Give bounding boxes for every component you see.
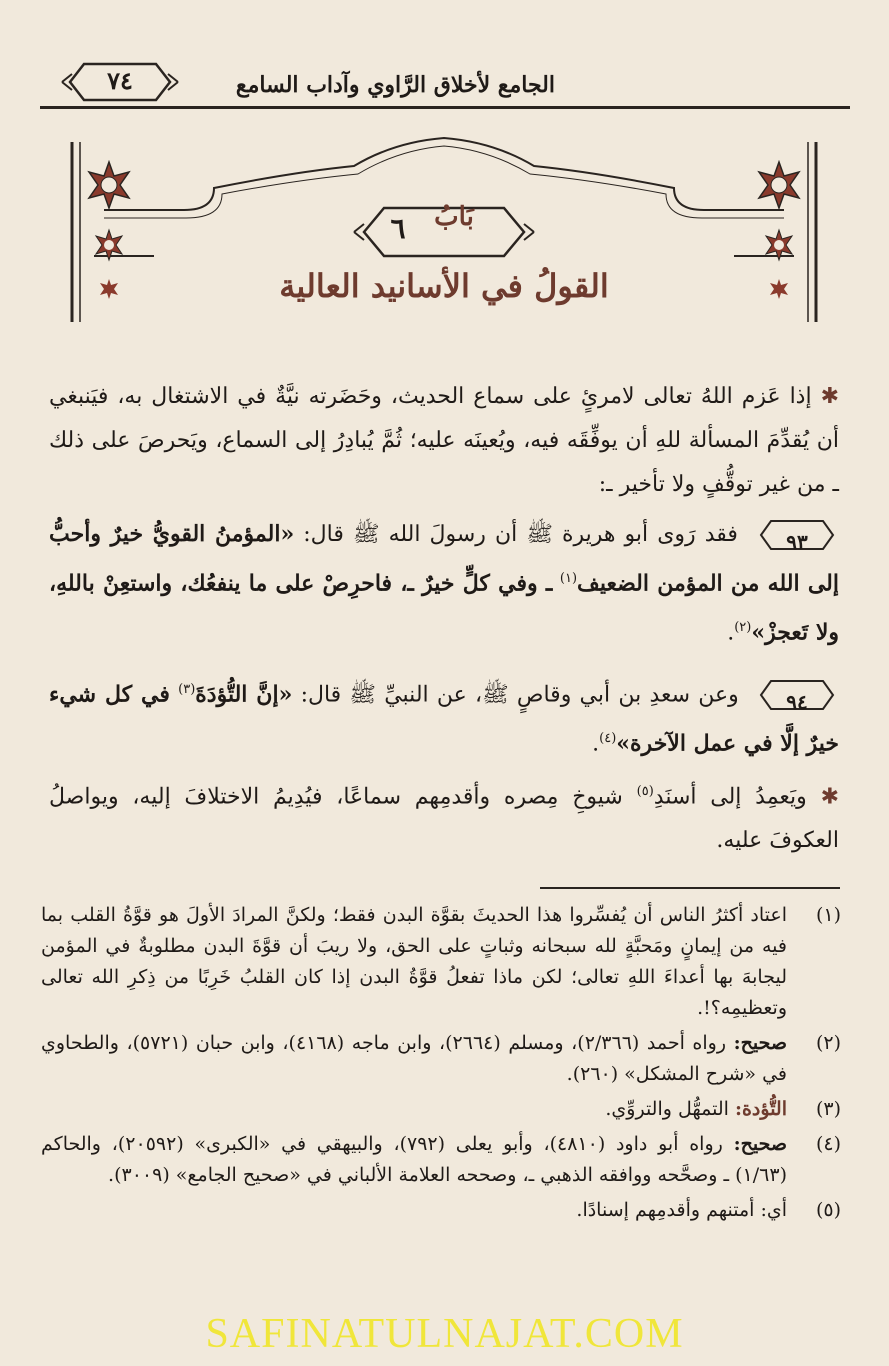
bullet-star-icon: ✱ xyxy=(820,784,839,810)
footnote-text: رواه أبو داود (٤٨١٠)، وأبو يعلى (٧٩٢)، والبيهقي في «الكبرى» (٢٠٥٩٢)، والحاكم (١/٦٣) ـ وصحَّحه ووافقه الذهبي ـ، وصححه العلامة الألباني في «صحيح الجامع» (٣٠٠٩). xyxy=(41,1133,787,1186)
footnote-ref: (٤) xyxy=(599,731,617,747)
footnote-text: التمهُّل والتروِّي. xyxy=(605,1098,729,1120)
footnote-number: (١) xyxy=(815,904,841,926)
footnote-text: أي: أمتنهم وأقدمِهم إسنادًا. xyxy=(576,1199,787,1221)
star-ornament-icon xyxy=(762,228,796,262)
closing-text: ويَعمِدُ إلى أسنَدِ xyxy=(653,784,807,810)
footnote-ref: (٥) xyxy=(636,784,654,799)
footnote-text: اعتاد أكثرُ الناس أن يُفسِّروا هذا الحديثَ بقوَّة البدن فقط؛ ولكنَّ المرادَ الأولَ هو قوَّةُ القلب بما فيه من إيمانٍ ومَحبَّةٍ لله سبحانه وثباتٍ على الحق، ولا ريبَ أن قوَّةَ البدن مطلوبةٌ في المؤمن ليجابهَ بها أعداءَ اللهِ تعالى؛ لكن ماذا تفعلُ قوَّةُ البدن إذا كان القلبُ خَرِبًا من ذِكرِ الله تعالى وتعظيمِه؟!. xyxy=(41,904,787,1019)
chapter-title: القولُ في الأسانيد العالية xyxy=(279,267,609,305)
hadith-text: «المؤمنُ القويُّ خيرٌ وأحبُّ إلى الله من المؤمن الضعيف xyxy=(49,521,839,597)
footnote-term: صحيح: xyxy=(733,1133,787,1155)
closing-paragraph xyxy=(49,770,839,863)
hadith-number: ٩٣ xyxy=(786,530,808,554)
running-title: الجامع لأخلاق الرَّاوي وآداب السامع xyxy=(235,72,555,98)
footnote-number: (٥) xyxy=(815,1199,841,1221)
star-ornament-icon xyxy=(768,278,790,300)
footnote-text: رواه أحمد (٢/٣٦٦)، ومسلم (٢٦٦٤)، وابن ماجه (٤١٦٨)، وابن حبان (٥٧٢١)، والطحاوي في «شرح المشكل» (٢٦٠). xyxy=(41,1032,787,1085)
bullet-star-icon: ✱ xyxy=(820,384,839,409)
chapter-label: بَابُ xyxy=(434,202,474,232)
closing-text-continued: شيوخِ مِصره وأقدمِهم سماعًا، فيُدِيمُ الاختلافَ إليه، ويواصلُ العكوفَ عليه. xyxy=(49,784,839,854)
hadith-text-continued: في كل شيء خيرٌ إلَّا في عمل الآخرة» xyxy=(49,681,839,757)
footnote-ref: (١) xyxy=(559,571,578,586)
page-number-badge xyxy=(60,60,180,104)
hadith-number: ٩٤ xyxy=(786,690,808,715)
page-header xyxy=(40,60,850,120)
hadith-narration: وعن سعدِ بن أبي وقاصٍ ﷺ، عن النبيِّ ﷺ قال: xyxy=(300,682,739,708)
footnote-number: (٣) xyxy=(815,1098,841,1120)
footnote-term: التُّؤدة: xyxy=(734,1098,787,1120)
page-number: ٧٤ xyxy=(107,66,133,95)
footnote-rule xyxy=(540,887,840,889)
intro-text: إذا عَزم اللهُ تعالى لامرئٍ على سماع الحديث، وحَضَرته نيَّةٌ في الاشتغال به، فيَنبغي أن يُقدِّمَ المسألة للهِ أن يوفِّقَه فيه، ويُعينَه عليه؛ ثُمَّ يُبادِرُ إلى السماع، ويَحرصَ على ذلك ـ من غير توقُّفٍ ولا تأخير ـ: xyxy=(49,384,839,497)
footnote-term: صحيح: xyxy=(733,1032,788,1054)
intro-paragraph xyxy=(49,375,839,507)
hadith-number-badge xyxy=(755,518,839,552)
header-rule xyxy=(40,106,850,109)
footnote-number: (٢) xyxy=(815,1032,841,1054)
hadith-number-badge xyxy=(755,678,839,715)
hadith-text-continued: ـ وفي كلٍّ خيرٌ ـ، فاحرِصْ على ما ينفعُك، واستعِنْ باللهِ، ولا تَعجزْ» xyxy=(49,570,839,646)
hadith-93: ٩٣ فقد رَوى أبو هريرة ﷺ أن رسولَ الله ﷺ قال: «المؤمنُ القويُّ خيرٌ وأحبُّ إلى الله من المؤمن الضعيف$^{(١)}$ ـ وفي كلٍّ خيرٌ ـ، فاحرِصْ على ما ينفعُك، واستعِنْ باللهِ، ولا تَعجزْ»$^{(٢)}$. xyxy=(49,512,839,656)
star-ornament-icon xyxy=(754,160,804,210)
footnote-item xyxy=(41,900,841,1024)
footnote-ref: (٢) xyxy=(734,620,752,636)
footnote-item xyxy=(41,1028,841,1090)
chapter-banner xyxy=(64,132,824,332)
watermark: SAFINATULNAJAT.COM xyxy=(205,1311,684,1357)
hadith-text: «إنَّ التُّؤدَةَ xyxy=(195,681,293,708)
footnote-item xyxy=(41,1094,841,1125)
hadith-94: ٩٤ وعن سعدِ بن أبي وقاصٍ ﷺ، عن النبيِّ ﷺ قال: «إنَّ التُّؤدَةَ$^{(٣)}$ في كل شيء خيرٌ إلَّا في عمل الآخرة»$^{(٤)}$. xyxy=(49,668,839,767)
footnote-ref: (٣) xyxy=(178,682,196,697)
star-ornament-icon xyxy=(98,278,120,300)
footnotes xyxy=(41,900,841,1230)
star-ornament-icon xyxy=(84,160,134,210)
star-ornament-icon xyxy=(92,228,126,262)
chapter-number: ٦ xyxy=(390,212,406,245)
footnote-item xyxy=(41,1195,841,1226)
hadith-narration: فقد رَوى أبو هريرة ﷺ أن رسولَ الله ﷺ قال: xyxy=(303,522,738,547)
footnote-number: (٤) xyxy=(815,1133,841,1155)
footnote-item xyxy=(41,1129,841,1191)
